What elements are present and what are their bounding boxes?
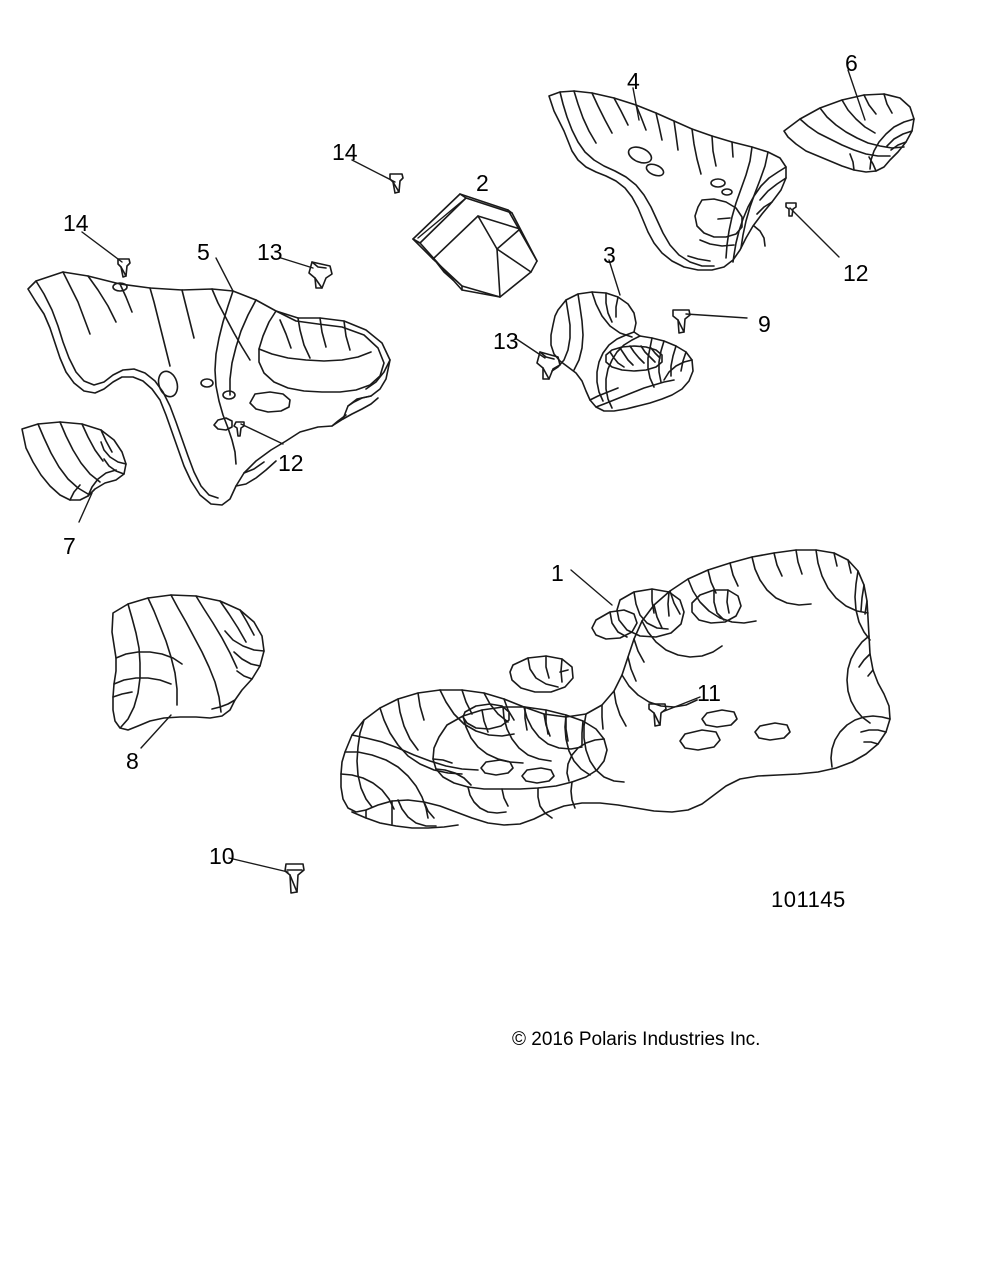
- fastener-10: [285, 864, 304, 893]
- part-2-cover: [413, 194, 537, 297]
- callout-12-right: 12: [843, 260, 869, 286]
- callout-11: 11: [697, 680, 721, 706]
- callout-14-left: 14: [63, 210, 89, 236]
- callout-14-upper: 14: [332, 139, 358, 165]
- part-1-rear-cab: [341, 550, 890, 828]
- fastener-11: [649, 704, 666, 726]
- part-3-console: [551, 292, 693, 411]
- fastener-13-upper: [309, 262, 332, 288]
- callout-12-left: 12: [278, 450, 304, 476]
- diagram-part-number: 101145: [771, 887, 846, 912]
- part-6-panel: [784, 94, 914, 172]
- fastener-14-upper: [390, 174, 403, 193]
- callout-3: 3: [603, 242, 616, 268]
- callout-6: 6: [845, 50, 858, 76]
- callout-4: 4: [627, 68, 640, 94]
- part-7-panel: [22, 422, 126, 500]
- leader-lines: [79, 70, 865, 872]
- callout-2: 2: [476, 170, 489, 196]
- part-4-fender: [549, 91, 786, 270]
- part-8-panel: [112, 595, 264, 730]
- callout-13-center: 13: [493, 328, 519, 354]
- fastener-13-center: [537, 352, 560, 379]
- part-5-left-cab: [28, 272, 390, 505]
- copyright-notice: © 2016 Polaris Industries Inc.: [512, 1029, 761, 1050]
- callout-1: 1: [551, 560, 564, 586]
- callout-9: 9: [758, 311, 771, 337]
- callout-10: 10: [209, 843, 235, 869]
- callout-13-upper: 13: [257, 239, 283, 265]
- callout-7: 7: [63, 533, 76, 559]
- callout-5: 5: [197, 239, 210, 265]
- fastener-14-left: [118, 259, 130, 277]
- callout-8: 8: [126, 748, 139, 774]
